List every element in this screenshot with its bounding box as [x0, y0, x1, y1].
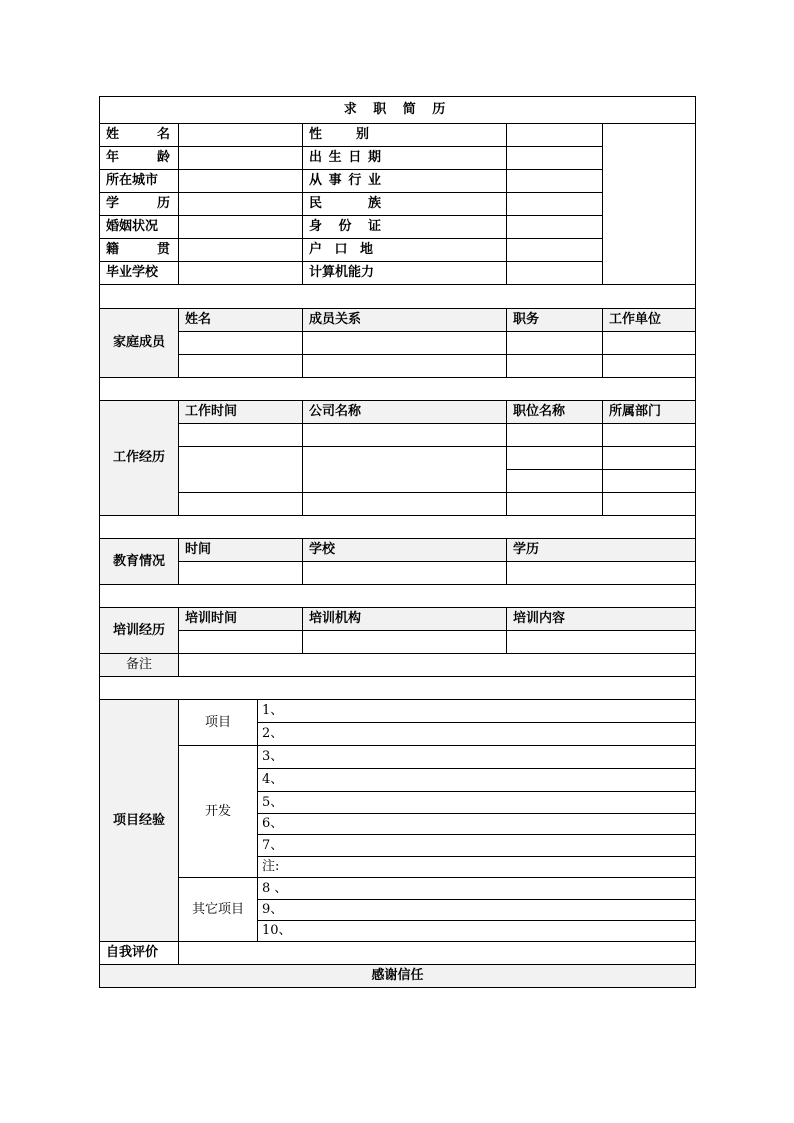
- work-cell[interactable]: [603, 424, 696, 447]
- value-degree[interactable]: [179, 193, 303, 216]
- training-header-time: 培训时间: [179, 608, 303, 631]
- work-cell[interactable]: [179, 424, 303, 447]
- project-group-project: 项目: [179, 700, 258, 746]
- training-cell[interactable]: [303, 631, 507, 654]
- self-evaluation-value[interactable]: [179, 942, 696, 965]
- family-cell[interactable]: [303, 332, 507, 355]
- family-cell[interactable]: [179, 355, 303, 378]
- work-header-company: 公司名称: [303, 401, 507, 424]
- project-line[interactable]: 8 、: [258, 878, 696, 900]
- project-note[interactable]: 注:: [258, 857, 696, 878]
- value-id-card[interactable]: [507, 216, 603, 239]
- resume-table: [99, 96, 696, 988]
- work-cell[interactable]: [303, 447, 507, 493]
- family-header-employer: 工作单位: [603, 309, 696, 332]
- spacer-row: [100, 585, 696, 608]
- education-cell[interactable]: [303, 562, 507, 585]
- family-cell[interactable]: [603, 355, 696, 378]
- education-header-time: 时间: [179, 539, 303, 562]
- training-cell[interactable]: [179, 631, 303, 654]
- label-id-card: 身 份 证: [303, 216, 507, 239]
- value-hukou[interactable]: [507, 239, 603, 262]
- work-header-title: 职位名称: [507, 401, 603, 424]
- footer-thanks: 感谢信任: [100, 965, 696, 988]
- family-cell[interactable]: [179, 332, 303, 355]
- value-city[interactable]: [179, 170, 303, 193]
- family-header-relation: 成员关系: [303, 309, 507, 332]
- work-cell[interactable]: [507, 447, 603, 470]
- education-section-label: 教育情况: [100, 539, 179, 585]
- education-cell[interactable]: [507, 562, 696, 585]
- work-header-dept: 所属部门: [603, 401, 696, 424]
- value-native-place[interactable]: [179, 239, 303, 262]
- family-header-name: 姓名: [179, 309, 303, 332]
- label-ethnicity: 民 族: [303, 193, 507, 216]
- family-header-position: 职务: [507, 309, 603, 332]
- project-line[interactable]: 9、: [258, 900, 696, 921]
- work-header-time: 工作时间: [179, 401, 303, 424]
- project-line[interactable]: 4、: [258, 769, 696, 792]
- remarks-value[interactable]: [179, 654, 696, 677]
- remarks-label: 备注: [100, 654, 179, 677]
- value-industry[interactable]: [507, 170, 603, 193]
- project-line[interactable]: 6、: [258, 814, 696, 835]
- work-cell[interactable]: [303, 493, 507, 516]
- work-cell[interactable]: [603, 470, 696, 493]
- project-line[interactable]: 10、: [258, 921, 696, 942]
- value-name[interactable]: [179, 124, 303, 147]
- spacer-row: [100, 516, 696, 539]
- project-line[interactable]: 2、: [258, 723, 696, 746]
- training-section-label: 培训经历: [100, 608, 179, 654]
- label-marital: 婚姻状况: [100, 216, 179, 239]
- project-line[interactable]: 5、: [258, 792, 696, 814]
- label-hukou: 户 口 地: [303, 239, 507, 262]
- value-birthdate[interactable]: [507, 147, 603, 170]
- value-computer-skill[interactable]: [507, 262, 603, 285]
- education-header-degree: 学历: [507, 539, 696, 562]
- work-cell[interactable]: [179, 493, 303, 516]
- label-gender: 性 别: [303, 124, 507, 147]
- label-school: 毕业学校: [100, 262, 179, 285]
- work-cell[interactable]: [507, 470, 603, 493]
- label-degree: 学 历: [100, 193, 179, 216]
- work-cell[interactable]: [603, 493, 696, 516]
- form-title: 求 职 简 历: [100, 97, 696, 124]
- value-gender[interactable]: [507, 124, 603, 147]
- spacer-row: [100, 285, 696, 309]
- work-cell[interactable]: [507, 493, 603, 516]
- spacer-row: [100, 677, 696, 700]
- family-cell[interactable]: [303, 355, 507, 378]
- label-native-place: 籍 贯: [100, 239, 179, 262]
- training-header-content: 培训内容: [507, 608, 696, 631]
- project-line[interactable]: 7、: [258, 835, 696, 857]
- label-birthdate: 出 生 日 期: [303, 147, 507, 170]
- work-cell[interactable]: [303, 424, 507, 447]
- project-group-development: 开发: [179, 746, 258, 878]
- family-cell[interactable]: [507, 355, 603, 378]
- value-marital[interactable]: [179, 216, 303, 239]
- family-section-label: 家庭成员: [100, 309, 179, 378]
- work-cell[interactable]: [603, 447, 696, 470]
- label-age: 年 龄: [100, 147, 179, 170]
- education-cell[interactable]: [179, 562, 303, 585]
- photo-box[interactable]: [603, 124, 696, 285]
- family-cell[interactable]: [507, 332, 603, 355]
- project-line[interactable]: 1、: [258, 700, 696, 723]
- work-section-label: 工作经历: [100, 401, 179, 516]
- projects-section-label: 项目经验: [100, 700, 179, 942]
- value-age[interactable]: [179, 147, 303, 170]
- education-header-school: 学校: [303, 539, 507, 562]
- training-cell[interactable]: [507, 631, 696, 654]
- family-cell[interactable]: [603, 332, 696, 355]
- work-cell[interactable]: [179, 447, 303, 493]
- resume-form: [99, 96, 696, 988]
- value-ethnicity[interactable]: [507, 193, 603, 216]
- label-computer-skill: 计算机能力: [303, 262, 507, 285]
- label-name: 姓 名: [100, 124, 179, 147]
- spacer-row: [100, 378, 696, 401]
- label-industry: 从 事 行 业: [303, 170, 507, 193]
- self-evaluation-label: 自我评价: [100, 942, 179, 965]
- value-school[interactable]: [179, 262, 303, 285]
- project-group-other: 其它项目: [179, 878, 258, 942]
- training-header-institution: 培训机构: [303, 608, 507, 631]
- work-cell[interactable]: [507, 424, 603, 447]
- label-city: 所在城市: [100, 170, 179, 193]
- project-line[interactable]: 3、: [258, 746, 696, 769]
